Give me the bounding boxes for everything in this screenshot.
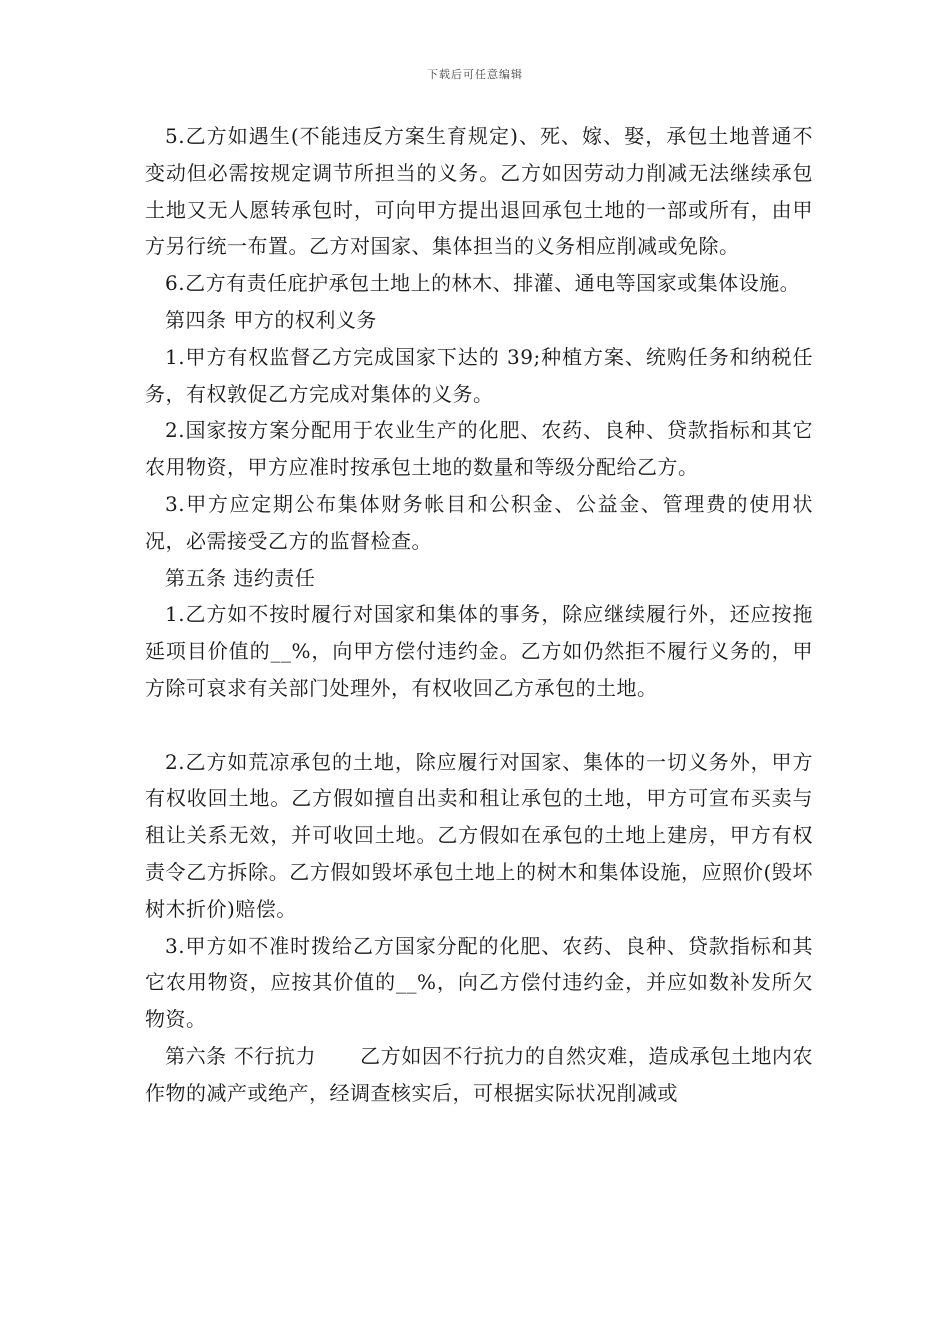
page-header: 下载后可任意编辑 [427,68,523,81]
document-body [145,118,813,1112]
paragraph-article3-item6: 6.乙方有责任庇护承包土地上的林木、排灌、通电等国家或集体设施。 [165,271,801,296]
paragraph-article5-item1: 1.乙方如不按时履行对国家和集体的事务，除应继续履行外，还应按拖延项目价值的__%，向甲方偿付违约金。乙方如仍然拒不履行义务的，甲方除可哀求有关部门处理外，有权收回乙方承包的土地。 [145,602,813,700]
heading-article4: 第四条 甲方的权利义务 [165,307,377,332]
paragraph-article3-item5: 5.乙方如遇生(不能违反方案生育规定)、死、嫁、娶，承包土地普通不变动但必需按规定调节所担当的义务。乙方如因劳动力削减无法继续承包土地又无人愿转承包时，可向甲方提出退回承包土地的一部或所有，由甲方另行统一布置。乙方对国家、集体担当的义务相应削减或免除。 [145,124,813,259]
blank-line [145,707,813,744]
paragraph-article4-item1: 1.甲方有权监督乙方完成国家下达的 39;种植方案、统购任务和纳税任务，有权敦促乙方完成对集体的义务。 [145,344,813,406]
paragraph-article5-item3: 3.甲方如不准时拨给乙方国家分配的化肥、农药、良种、贷款指标和其它农用物资，应按其价值的__%，向乙方偿付违约金，并应如数补发所欠物资。 [145,933,813,1032]
article6-text: 乙方如因不行抗力的自然灾难，造成承包土地内农作物的减产或绝产，经调查核实后，可根据实际状况削减或 [145,1043,813,1105]
heading-article6: 第六条 不行抗力 [165,1043,317,1068]
paragraph-article4-item3: 3.甲方应定期公布集体财务帐目和公积金、公益金、管理费的使用状况，必需接受乙方的监督检查。 [145,491,813,553]
paragraph-article4-item2: 2.国家按方案分配用于农业生产的化肥、农药、良种、贷款指标和其它农用物资，甲方应准时按承包土地的数量和等级分配给乙方。 [145,418,813,480]
heading-article5: 第五条 违约责任 [165,565,316,590]
paragraph-article6 [145,1038,813,1112]
paragraph-article5-item2: 2.乙方如荒凉承包的土地，除应履行对国家、集体的一切义务外，甲方有权收回土地。乙方假如擅自出卖和租让承包的土地，甲方可宣布买卖与租让关系无效，并可收回土地。乙方假如在承包的土地上建房，甲方有权责令乙方拆除。乙方假如毁坏承包土地上的树木和集体设施，应照价(毁坏树木折价)赔偿。 [145,749,813,921]
